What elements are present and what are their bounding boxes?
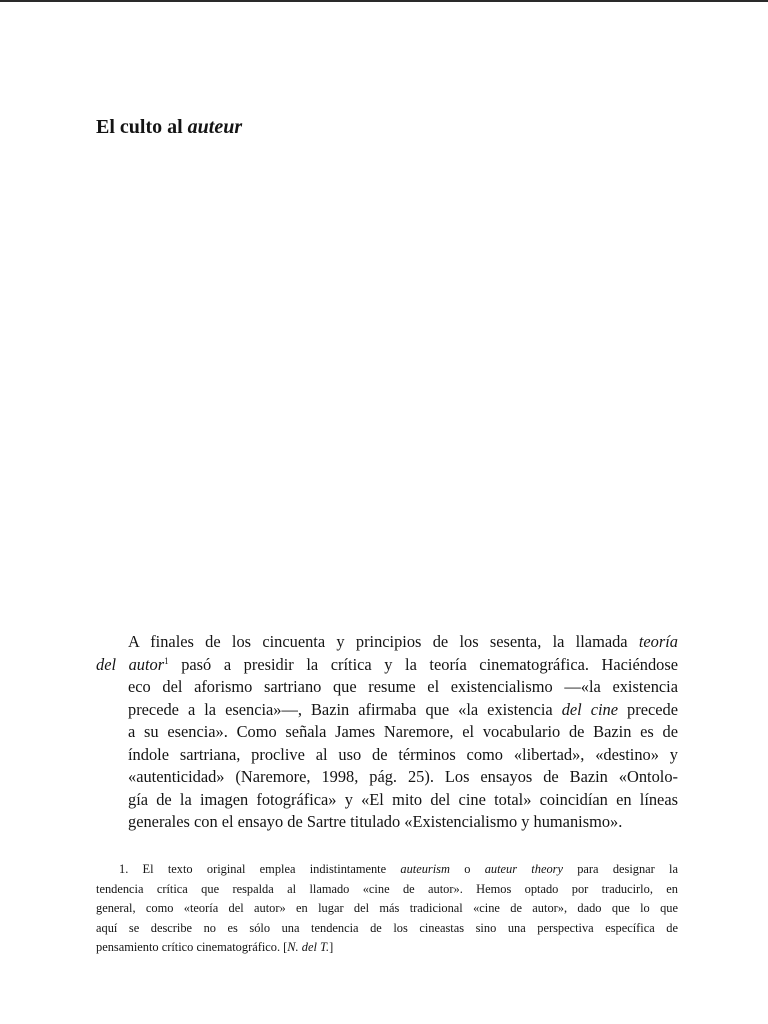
chapter-title-plain: El culto al: [96, 116, 188, 138]
body-line-8: gía de la imagen fotográfica» y «El mito del cine total» coincidían en líneas: [128, 789, 678, 809]
italic-term: auteurism: [400, 862, 450, 876]
italic-term: del cine: [561, 699, 619, 719]
text-run: A finales de los cincuenta y principios de los sesenta, la llamada: [128, 632, 639, 651]
paragraph: [96, 631, 678, 834]
text-run: para designar la: [562, 862, 679, 876]
footnote-line-2: tendencia crítica que respalda al llamado «cine de autor». Hemos optado por traducirlo, en: [96, 881, 678, 896]
text-run: pasó a presidir la crítica y la teoría cinematográfica. Haciéndose: [168, 654, 678, 674]
text-run: 1. El texto original emplea indistintamente: [119, 862, 401, 876]
italic-term: teoría: [638, 632, 678, 651]
footnote-line-3: general, como «teoría del autor» en lugar del más tradicional «cine de autor», dado que lo que: [96, 901, 678, 915]
chapter-title: [96, 113, 242, 141]
italic-term: auteur theory: [484, 862, 563, 876]
body-paragraph: [96, 631, 678, 834]
body-line-9: generales con el ensayo de Sartre titulado «Existencialismo y humanismo».: [128, 812, 623, 831]
italic-term: N. del T.: [287, 940, 330, 954]
footnote-line-4: aquí se describe no es sólo una tendencia de los cineastas sino una perspectiva específica de: [96, 920, 678, 935]
body-line-4: [96, 699, 678, 722]
text-run: ]: [329, 940, 334, 954]
page-top-edge: [0, 0, 768, 2]
body-line-7: «autenticidad» (Naremore, 1998, pág. 25). Los ensayos de Bazin «Ontolo-: [128, 767, 678, 786]
text-run: precede a la esencia»—, Bazin afirmaba que «la existencia: [128, 699, 562, 719]
body-line-1: [96, 631, 678, 654]
body-line-6: índole sartriana, proclive al uso de términos como «libertad», «destino» y: [128, 744, 678, 764]
text-run: pensamiento crítico cinematográfico. [: [96, 940, 288, 954]
body-line-3: eco del aforismo sartriano que resume el existencialismo —«la existencia: [128, 677, 678, 696]
italic-term: del autor: [96, 654, 165, 674]
body-line-2: [96, 654, 678, 677]
footnote-line-5: [96, 938, 678, 958]
footnote-line-1: [96, 860, 678, 880]
chapter-title-italic: auteur: [187, 116, 243, 138]
body-line-5: a su esencia». Como señala James Naremore, el vocabulario de Bazin es de: [128, 722, 678, 741]
footnote: [96, 860, 678, 958]
text-run: precede: [618, 699, 679, 719]
text-run: o: [449, 862, 485, 876]
footnote-marker: 1: [164, 655, 169, 666]
